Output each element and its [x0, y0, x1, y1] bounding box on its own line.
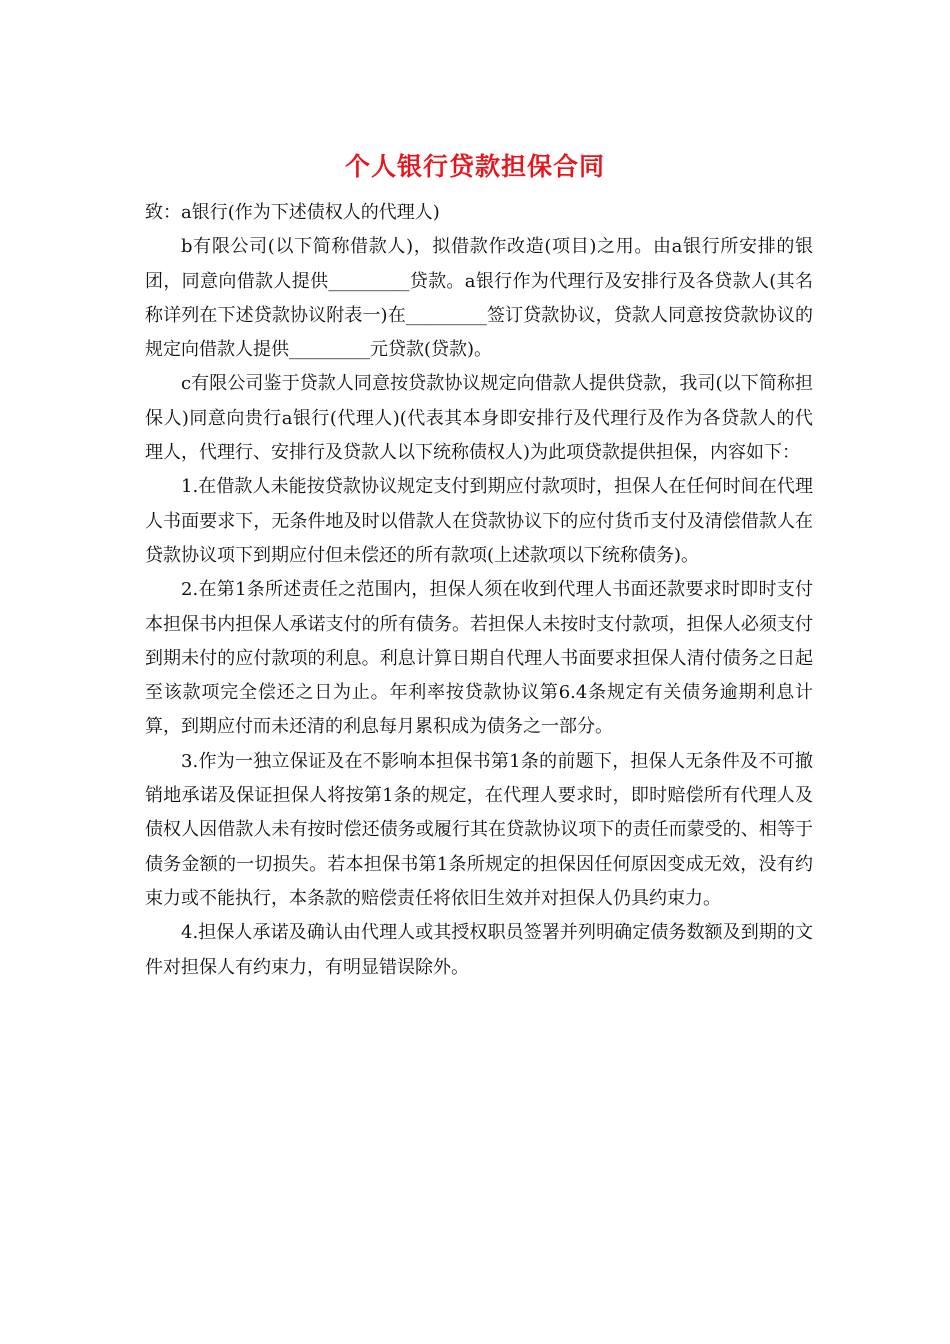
clause-1: 1.在借款人未能按贷款协议规定支付到期应付款项时，担保人在任何时间在代理人书面要求下，无条件地及时以借款人在贷款协议下的应付货币支付及清偿借款人在贷款协议项下到期应付但未偿还的所有款项(上述款项以下统称债务)。 — [145, 476, 813, 566]
clause-2: 2.在第1条所述责任之范围内，担保人须在收到代理人书面还款要求时即时支付本担保书内担保人承诺支付的所有债务。若担保人未按时支付款项，担保人必须支付到期未付的应付款项的利息。利息计算日期自代理人书面要求担保人清付债务之日起至该款项完全偿还之日为止。年利率按贷款协议第6.4条规定有关债务逾期利息计算，到期应付而未还清的利息每月累积成为债务之一部分。 — [145, 579, 813, 738]
paragraph-borrower: b有限公司(以下简称借款人)，拟借款作改造(项目)之用。由a银行所安排的银团，同意向借款人提供_________贷款。a银行作为代理行及安排行及各贷款人(其名称详列在下述贷款协议附表一)在_________签订贷款协议，贷款人同意按贷款协议的规定向借款人提供_________元贷款(贷款)。 — [145, 236, 813, 361]
addressee-line: 致：a银行(作为下述债权人的代理人) — [145, 202, 440, 223]
document-title: 个人银行贷款担保合同 — [344, 152, 605, 181]
paragraph-guarantor: c有限公司鉴于贷款人同意按贷款协议规定向借款人提供贷款，我司(以下简称担保人)同意向贵行a银行(代理人)(代表其本身即安排行及代理行及作为各贷款人的代理人，代理行、安排行及贷款人以下统称债权人)为此项贷款提供担保，内容如下： — [145, 373, 813, 464]
clause-3: 3.作为一独立保证及在不影响本担保书第1条的前题下，担保人无条件及不可撤销地承诺及保证担保人将按第1条的规定，在代理人要求时，即时赔偿所有代理人及债权人因借款人未有按时偿还债务或履行其在贷款协议项下的责任而蒙受的、相等于债务金额的一切损失。若本担保书第1条所规定的担保因任何原因变成无效，没有约束力或不能执行，本条款的赔偿责任将依旧生效并对担保人仍具约束力。 — [145, 750, 813, 909]
clause-4: 4.担保人承诺及确认由代理人或其授权职员签署并列明确定债务数额及到期的文件对担保人有约束力，有明显错误除外。 — [145, 922, 813, 978]
document-body — [145, 196, 813, 985]
